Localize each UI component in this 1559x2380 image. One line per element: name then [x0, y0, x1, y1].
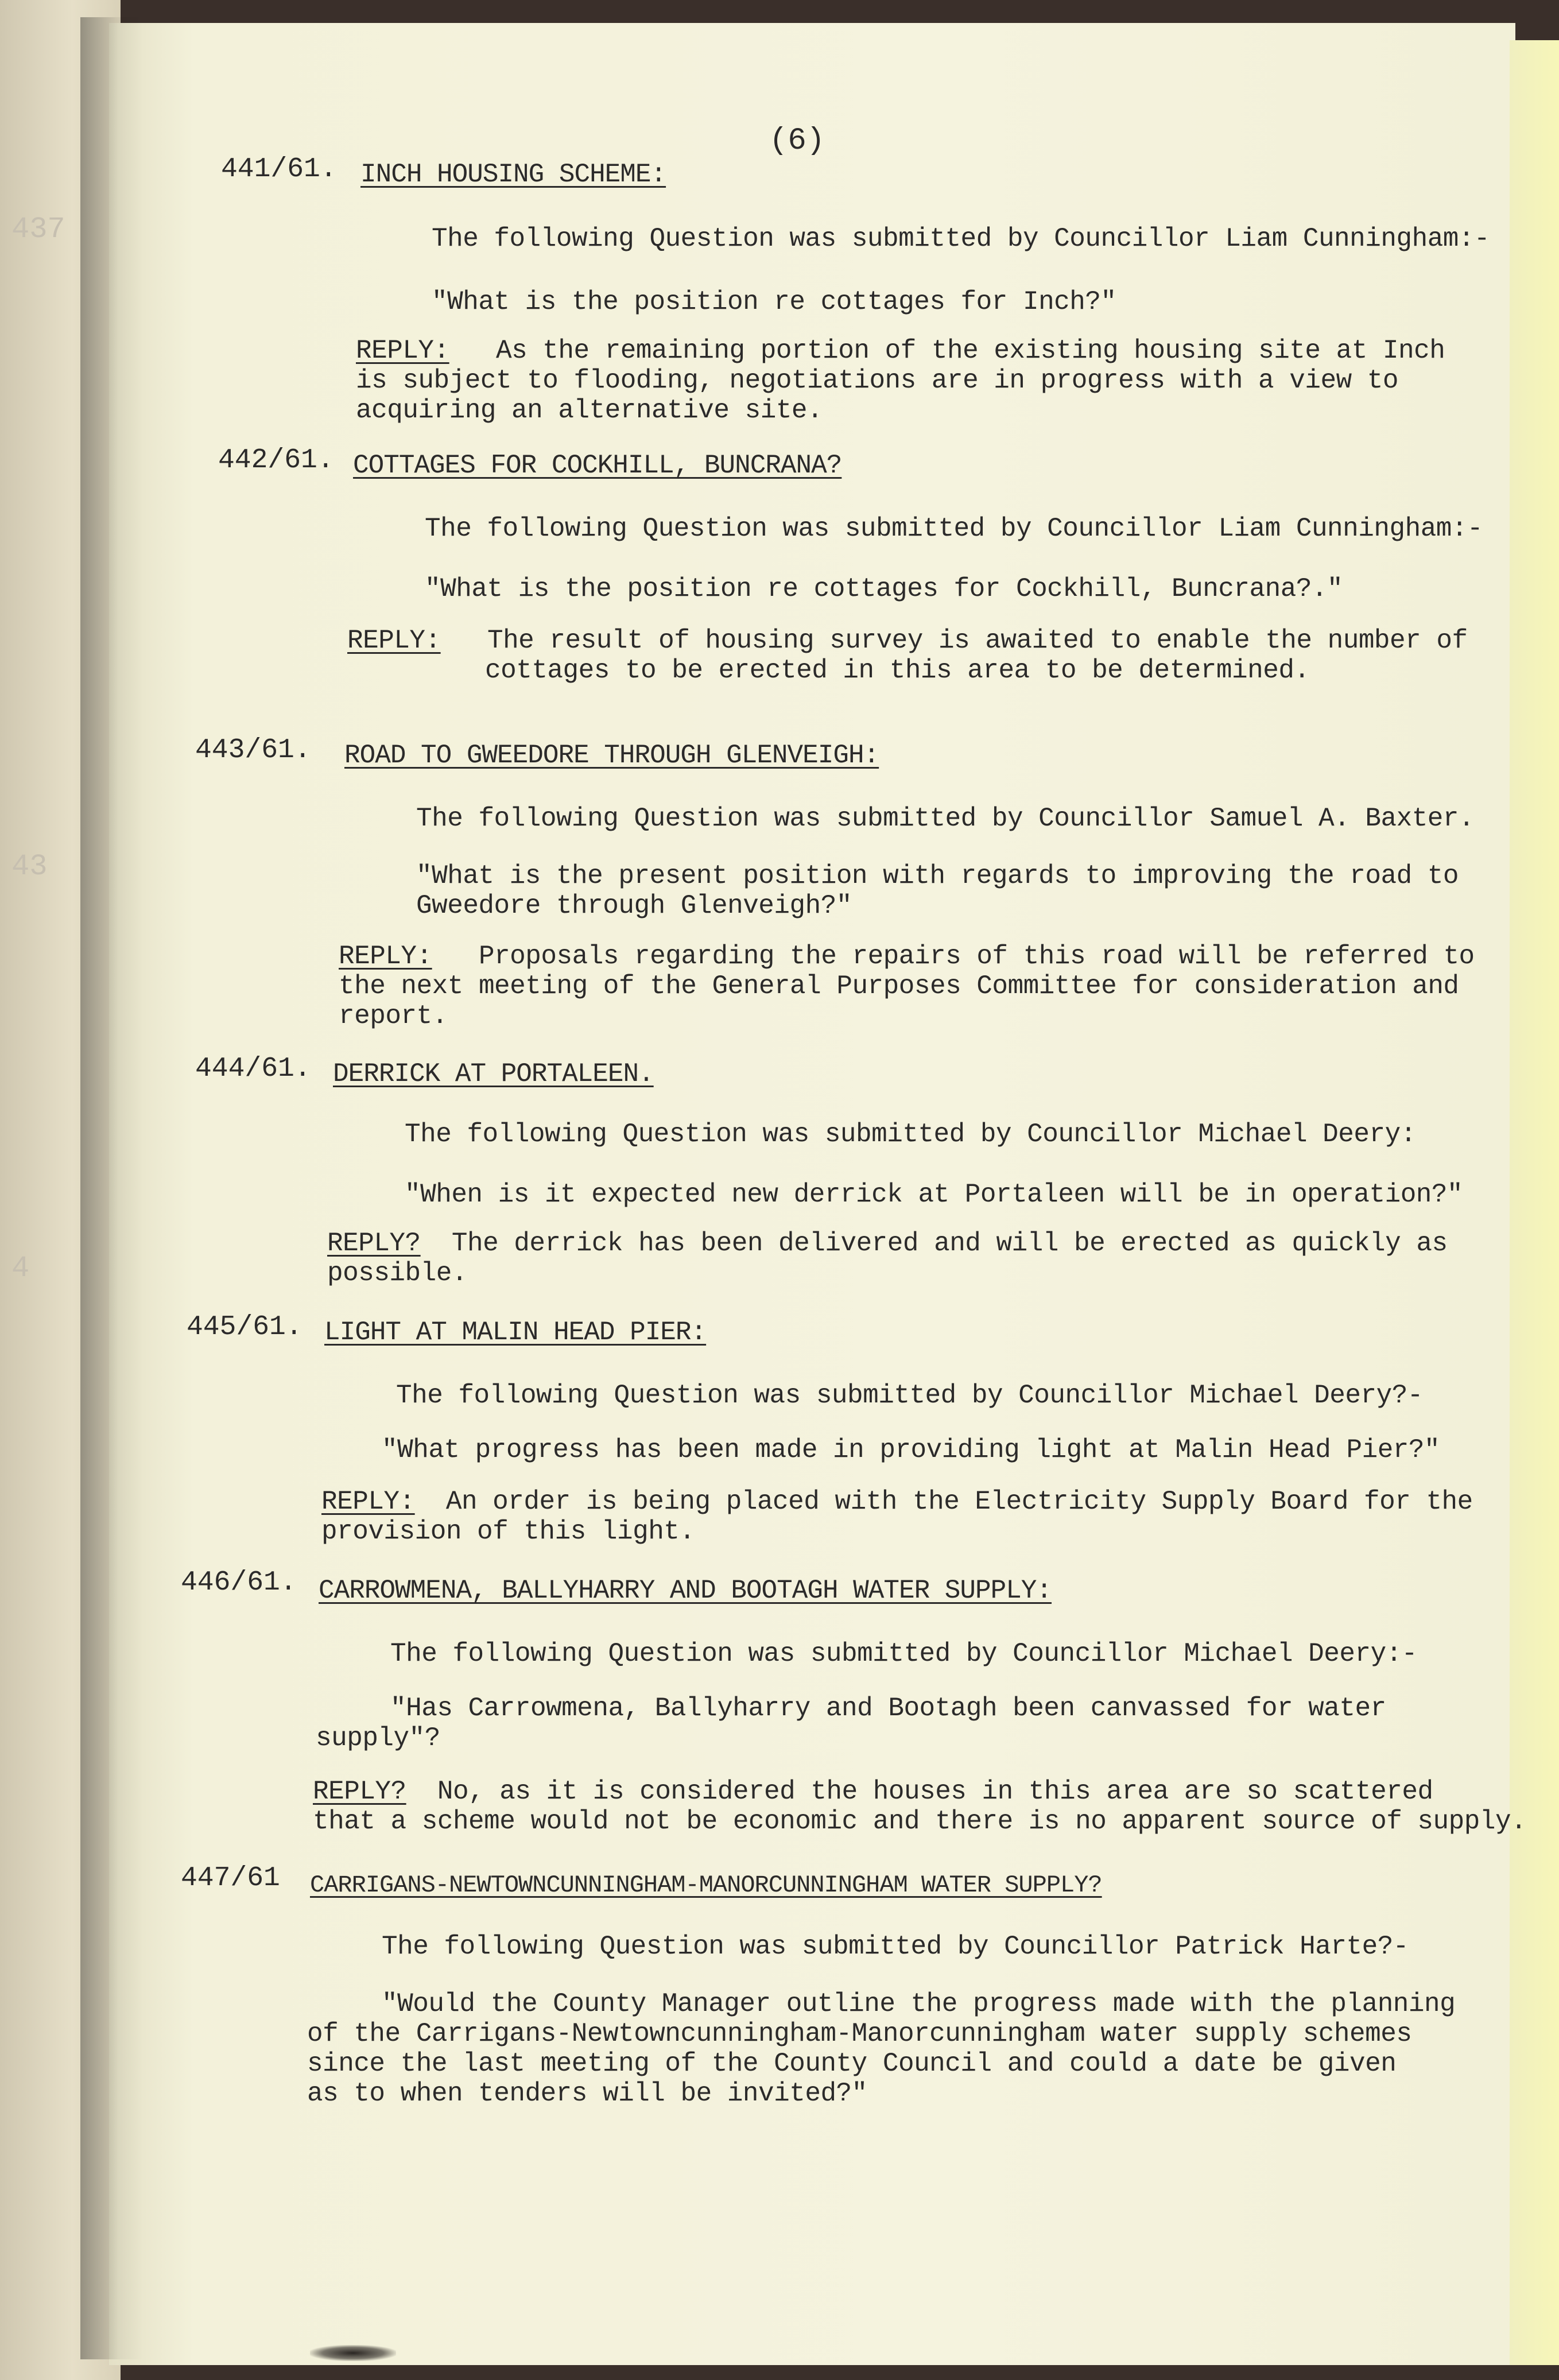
reply-label: REPLY: [347, 626, 441, 656]
item-number: 447/61 [181, 1863, 280, 1894]
question-text: "What progress has been made in providing light at Malin Head Pier?" [382, 1435, 1440, 1465]
question-text: "Would the County Manager outline the progress made with the planning [382, 1989, 1456, 2019]
item-number: 442/61. [218, 445, 334, 476]
reply-text: No, as it is considered the houses in this area are so scattered [437, 1777, 1433, 1807]
question-text: Gweedore through Glenveigh?" [416, 891, 852, 921]
item-heading: CARRIGANS-NEWTOWNCUNNINGHAM-MANORCUNNINGHAM WATER SUPPLY? [310, 1871, 1102, 1899]
question-text: "What is the position re cottages for Cockhill, Buncrana?." [425, 574, 1343, 604]
reply-text: that a scheme would not be economic and there is no apparent source of supply. [313, 1807, 1527, 1836]
reply-text: report. [339, 1001, 448, 1031]
question-text: "Has Carrowmena, Ballyharry and Bootagh been canvassed for water [390, 1693, 1386, 1723]
margin-ghost-text: 437 [11, 212, 65, 246]
reply-line [321, 1487, 1473, 1517]
question-text: supply"? [316, 1723, 440, 1753]
item-heading: DERRICK AT PORTALEEN. [333, 1059, 654, 1089]
margin-ghost-text: 4 [11, 1251, 30, 1285]
item-heading: ROAD TO GWEEDORE THROUGH GLENVEIGH: [344, 741, 879, 770]
question-text: as to when tenders will be invited?" [307, 2079, 867, 2108]
ink-smudge [310, 2345, 396, 2361]
page-number: (6) [769, 123, 825, 158]
item-number: 441/61. [221, 154, 337, 185]
item-number: 445/61. [187, 1312, 303, 1343]
question-intro: The following Question was submitted by Councillor Samuel A. Baxter. [416, 804, 1475, 834]
question-intro: The following Question was submitted by Councillor Liam Cunningham:- [432, 224, 1490, 254]
reply-line [347, 626, 1468, 656]
reply-line [356, 336, 1445, 366]
reply-text: provision of this light. [321, 1517, 695, 1546]
item-heading: COTTAGES FOR COCKHILL, BUNCRANA? [353, 451, 842, 480]
reply-text: Proposals regarding the repairs of this road will be referred to [478, 941, 1475, 971]
reply-label: REPLY: [321, 1487, 415, 1517]
spine-shadow [80, 17, 144, 2359]
reply-text: An order is being placed with the Electricity Supply Board for the [445, 1487, 1473, 1517]
reply-text: acquiring an alternative site. [356, 396, 823, 425]
question-intro: The following Question was submitted by Councillor Michael Deery:- [390, 1639, 1417, 1669]
item-number: 444/61. [195, 1053, 311, 1084]
reply-text: the next meeting of the General Purposes Committee for consideration and [339, 971, 1459, 1001]
question-intro: The following Question was submitted by Councillor Michael Deery?- [396, 1381, 1423, 1410]
question-text: of the Carrigans-Newtowncunningham-Manorcunningham water supply schemes [307, 2019, 1412, 2049]
item-number: 446/61. [181, 1567, 297, 1598]
reply-text: As the remaining portion of the existing housing site at Inch [495, 336, 1445, 366]
question-text: "What is the position re cottages for Inch?" [432, 287, 1116, 317]
item-heading: LIGHT AT MALIN HEAD PIER: [324, 1317, 707, 1347]
question-intro: The following Question was submitted by Councillor Liam Cunningham:- [425, 514, 1483, 544]
item-heading: CARROWMENA, BALLYHARRY AND BOOTAGH WATER SUPPLY: [319, 1576, 1052, 1606]
reply-line [327, 1228, 1448, 1258]
reply-text: The derrick has been delivered and will be erected as quickly as [451, 1228, 1448, 1258]
question-text: since the last meeting of the County Council and could a date be given [307, 2049, 1397, 2079]
page-right-edge [1510, 40, 1559, 2365]
reply-label: REPLY? [327, 1228, 421, 1258]
reply-text: is subject to flooding, negotiations are in progress with a view to [356, 366, 1399, 396]
reply-label: REPLY: [356, 336, 449, 366]
reply-text: possible. [327, 1258, 467, 1288]
reply-label: REPLY: [339, 941, 432, 971]
question-intro: The following Question was submitted by Councillor Patrick Harte?- [382, 1932, 1409, 1962]
question-intro: The following Question was submitted by Councillor Michael Deery: [405, 1119, 1416, 1149]
item-heading: INCH HOUSING SCHEME: [360, 160, 666, 189]
reply-text: cottages to be erected in this area to be determined. [485, 656, 1310, 685]
reply-label: REPLY? [313, 1777, 406, 1807]
margin-ghost-text: 43 [11, 850, 48, 883]
question-text: "What is the present position with regards to improving the road to [416, 861, 1459, 891]
reply-line [339, 941, 1475, 971]
question-text: "When is it expected new derrick at Portaleen will be in operation?" [405, 1180, 1463, 1210]
item-number: 443/61. [195, 735, 311, 766]
reply-line [313, 1777, 1433, 1807]
reply-text: The result of housing survey is awaited to enable the number of [487, 626, 1468, 656]
